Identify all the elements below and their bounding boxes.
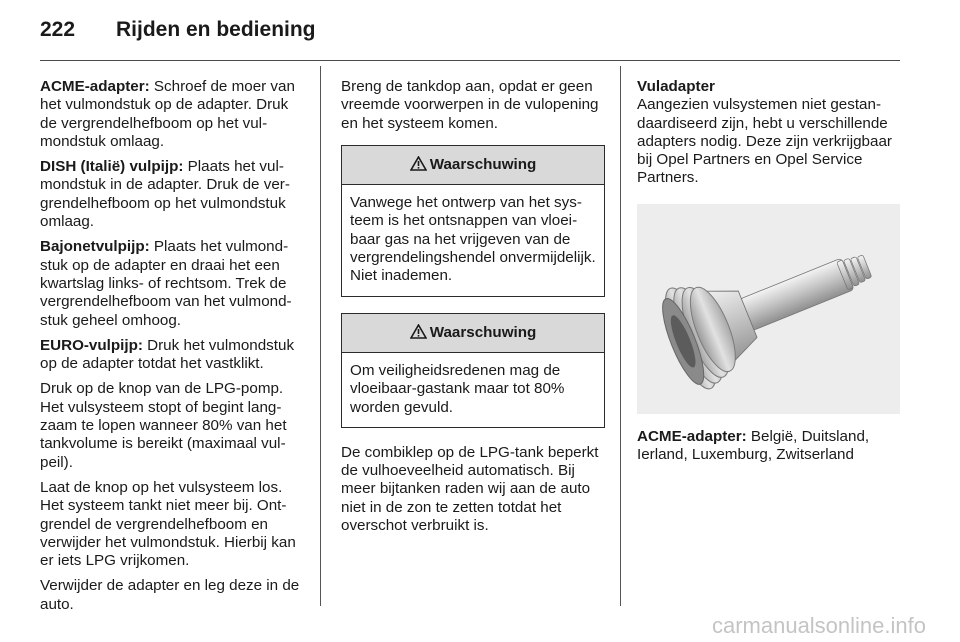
column-divider [320,66,321,606]
watermark: carmanualsonline.info [711,613,926,638]
column-2 [341,78,605,542]
acme-adapter-icon [637,204,900,414]
warning-text: Vanwege het ontwerp van het systeem is het ontsnappen van vloeibaar gas na het vrijgeven van de vergrendelingshendel onvermijdelijk. Niet inademen. [350,194,596,285]
paragraph-text: Verwijder de adapter en leg deze in de auto. [40,577,300,613]
intro-paragraph: Aangezien vulsystemen niet gestandaardiseerd zijn, hebt u verschillende adapters nodig. Deze zijn verkrijgbaar bij Opel Partners en Opel Service Partners. [637,96,892,187]
paragraph-text: Plaats het vulmondstuk in de adapter. Druk de vergrendelhefboom op het vulmondstuk omlaag. [40,158,290,231]
caption-lead: ACME-adapter: [637,427,747,445]
section-title: Rijden en bediening [116,18,316,41]
intro-paragraph: Breng de tankdop aan, opdat er geen vreemde voorwerpen in de vulopening en het systeem komen. [341,78,599,132]
paragraph-lead: ACME-adapter: [40,78,150,95]
paragraph-lead: EURO-vulpijp: [40,336,143,354]
caption-text: België, Duitsland, Ierland, Luxemburg, Zwitserland [637,427,870,464]
paragraph [40,238,306,329]
paragraph [40,337,306,374]
paragraph [40,380,306,471]
column-3 [637,78,903,464]
column-divider [620,66,621,606]
paragraph-text: Plaats het vulmondstuk op de adapter en draai het een kwartslag links- of rechtsom. Trek de vergrendelhefboom van het vulmondstuk geheel omhoog. [40,238,292,329]
adapter-illustration [637,204,900,414]
paragraph [40,158,306,231]
paragraph-text: Druk op de knop van de LPG-pomp. Het vulsysteem stopt of begint langzaam te lopen wanneer 80% van het tankvolume is bereikt (maximaal vulpeil). [40,380,287,471]
image-caption [637,428,903,465]
warning-title: Waarschuwing [429,155,537,173]
section-heading: Vuladapter [637,78,715,95]
paragraph [40,78,306,151]
page-number: 222 [40,18,76,41]
paragraph-text: Druk het vulmondstuk op de adapter totdat het vastklikt. [40,336,295,373]
warning-box [341,313,605,428]
warning-icon [410,324,427,339]
paragraph-lead: DISH (Italië) vulpijp: [40,158,184,176]
paragraph-lead: Bajonetvulpijp: [40,238,150,256]
paragraph [40,577,306,614]
page-header [40,18,316,42]
warning-box [341,145,605,297]
warning-header [342,146,604,185]
paragraph-text: Schroef de moer van het vulmondstuk op de adapter. Druk de vergrendelhefboom op het vulmondstuk omlaag. [40,78,295,150]
header-rule [40,60,900,61]
outro-paragraph: De combiklep op de LPG-tank beperkt de vulhoeveelheid automatisch. Bij meer bijtanken raden wij aan de auto niet in de zon te zetten totdat het overschot verbruikt is. [341,443,599,535]
paragraph-text: Laat de knop op het vulsysteem los. Het systeem tankt niet meer bij. Ontgrendel de vergrendelhefboom en verwijder het vulmondstuk. Hierbij kan er iets LPG vrijkomen. [40,478,296,570]
warning-header [342,314,604,353]
warning-title: Waarschuwing [429,323,537,341]
warning-text: Om veiligheidsredenen mag de vloeibaar-gastank maar tot 80% worden gevuld. [350,361,565,416]
warning-icon [410,156,427,171]
paragraph [40,479,306,570]
column-1 [40,78,306,621]
